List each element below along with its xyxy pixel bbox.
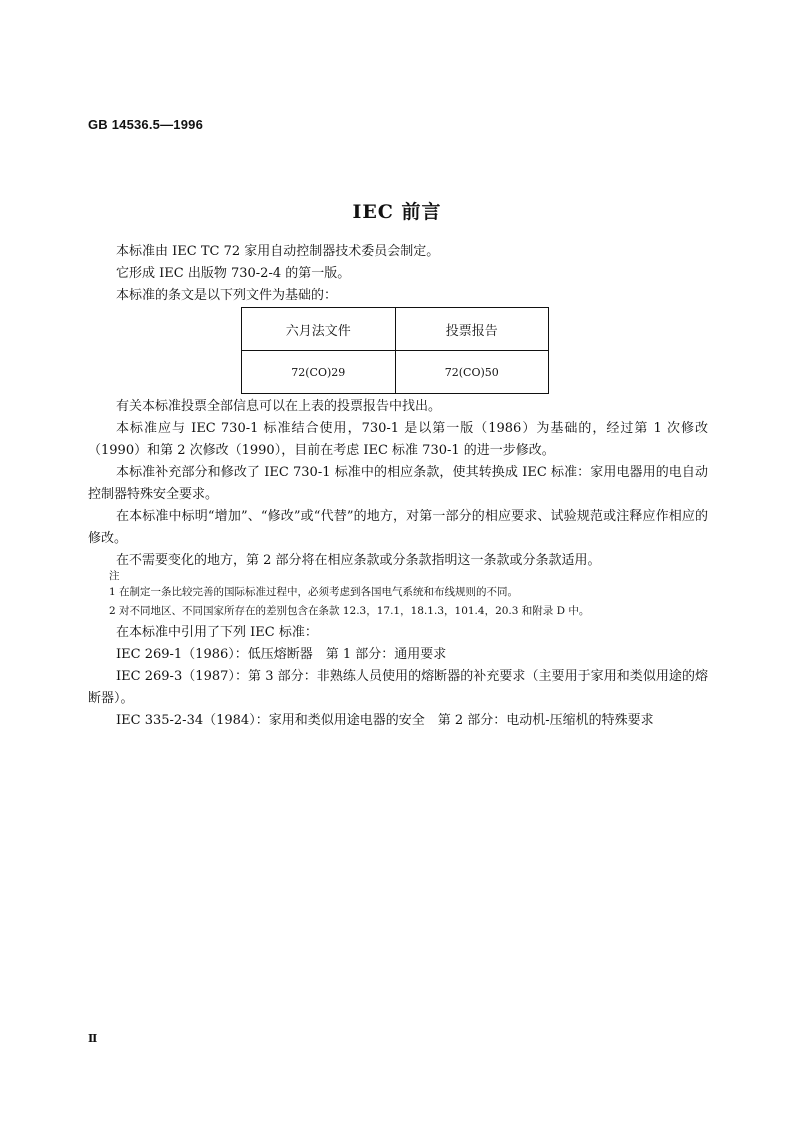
standard-code: GB 14536.5—1996: [88, 117, 204, 132]
body-paragraph: 有关本标准投票全部信息可以在上表的投票报告中找出。: [116, 399, 442, 414]
reference-item: IEC 335-2-34（1984）：家用和类似用途电器的安全 第 2 部分：电动机-压缩机的特殊要求: [116, 713, 654, 728]
intro-line: 本标准由 IEC TC 72 家用自动控制器技术委员会制定。: [116, 244, 440, 259]
table-cell: 72(CO)50: [395, 351, 549, 394]
basis-documents-table: [241, 307, 549, 394]
intro-line: 它形成 IEC 出版物 730-2-4 的第一版。: [116, 266, 351, 281]
table-cell: 72(CO)29: [242, 351, 396, 394]
page-title: IEC 前言: [352, 201, 442, 223]
body-paragraph: 在本标准中标明“增加”、“修改”或“代替”的地方，对第一部分的相应要求、试验规范或注释应作相应的修改。: [88, 509, 708, 546]
body-paragraph: 在不需要变化的地方，第 2 部分将在相应条款或分条款指明这一条款或分条款适用。: [116, 553, 601, 568]
table-row: [242, 351, 549, 394]
body-paragraph: 本标准补充部分和修改了 IEC 730-1 标准中的相应条款，使其转换成 IEC 标准：家用电器用的电自动控制器特殊安全要求。: [88, 465, 708, 502]
references-intro: 在本标准中引用了下列 IEC 标准：: [116, 625, 318, 640]
page-number: Ⅱ: [88, 1032, 98, 1045]
reference-item: IEC 269-3（1987）：第 3 部分：非熟练人员使用的熔断器的补充要求（主要用于家用和类似用途的熔断器）。: [88, 669, 708, 706]
table-header-row: [242, 308, 549, 351]
reference-item: IEC 269-1（1986）：低压熔断器 第 1 部分：通用要求: [116, 647, 447, 662]
table-header-cell: 投票报告: [395, 308, 549, 351]
note-item: 1 在制定一条比较完善的国际标准过程中，必须考虑到各国电气系统和布线规则的不同。: [109, 586, 519, 598]
note-item: 2 对不同地区、不同国家所存在的差别包含在条款 12.3，17.1，18.1.3，101.4，20.3 和附录 D 中。: [109, 605, 590, 617]
note-label: 注: [109, 570, 120, 582]
intro-line: 本标准的条文是以下列文件为基础的：: [116, 288, 338, 303]
body-paragraph: 本标准应与 IEC 730-1 标准结合使用，730-1 是以第一版（1986）为基础的，经过第 1 次修改（1990）和第 2 次修改（1990），目前在考虑 IEC 标准 730-1 的进一步修改。: [88, 421, 708, 458]
table-header-cell: 六月法文件: [242, 308, 396, 351]
